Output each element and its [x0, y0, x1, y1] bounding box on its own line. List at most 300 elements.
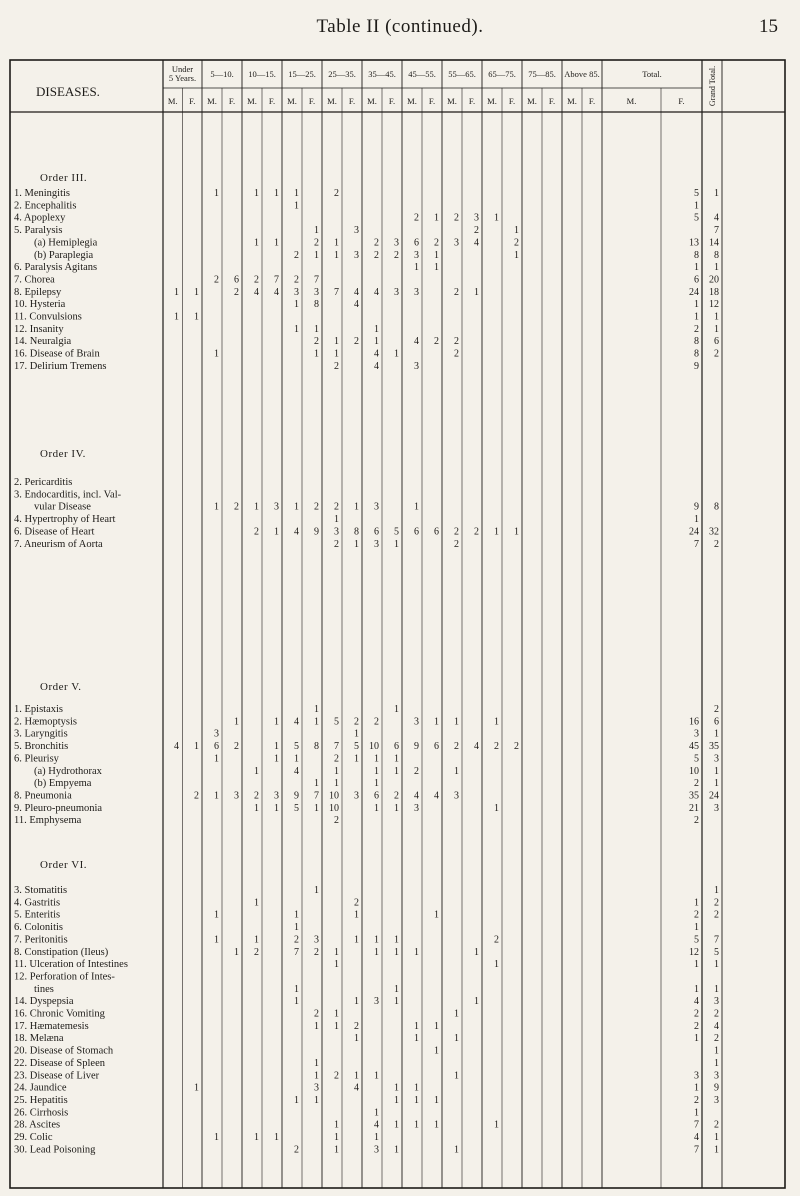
disease-label: 12. Insanity	[14, 323, 64, 335]
table-cell: 1	[694, 959, 699, 971]
table-cell: 1	[234, 716, 239, 728]
table-cell: 1	[394, 1094, 399, 1106]
table-cell: 1	[374, 1132, 379, 1143]
table-cell: 1	[694, 983, 699, 995]
table-cell: 5	[294, 741, 299, 753]
disease-label: 4. Apoplexy	[14, 212, 66, 224]
table-cell: 3	[394, 286, 399, 298]
age-group-label: Total.	[642, 69, 662, 79]
table-cell: 1	[294, 188, 299, 199]
table-cell: 2	[494, 741, 499, 753]
disease-label: 3. Laryngitis	[14, 728, 68, 740]
table-cell: 1	[254, 897, 259, 909]
table-cell: 6	[414, 526, 419, 538]
table-cell: 2	[314, 336, 319, 348]
table-cell: 2	[514, 741, 519, 753]
table-cell: 16	[689, 716, 699, 728]
table-cell: 1	[374, 323, 379, 335]
table-cell: 1	[314, 1094, 319, 1106]
table-cell: 1	[714, 1144, 719, 1156]
table-cell: 2	[694, 1094, 699, 1106]
table-cell: 2	[354, 897, 359, 909]
table-cell: 1	[694, 200, 699, 212]
table-cell: 3	[274, 501, 279, 513]
table-cell: 6	[374, 790, 379, 802]
table-cell: 5	[694, 188, 699, 199]
table-cell: 1	[714, 1057, 719, 1069]
sex-label-male: M.	[407, 96, 417, 106]
sex-label-female: F.	[468, 96, 476, 106]
disease-label: 7. Peritonitis	[14, 934, 68, 946]
table-cell: 2	[254, 526, 259, 538]
table-cell: 1	[294, 909, 299, 921]
table-cell: 1	[254, 934, 259, 946]
sex-label-male: M.	[247, 96, 257, 106]
table-cell: 1	[354, 1070, 359, 1082]
disease-label: (a) Hemiplegia	[34, 237, 98, 249]
table-cell: 1	[294, 922, 299, 934]
table-cell: 1	[714, 311, 719, 323]
table-cell: 1	[494, 526, 499, 538]
sex-label-male: M.	[567, 96, 577, 106]
table-cell: 2	[234, 741, 239, 753]
disease-label: 2. Encephalitis	[14, 200, 77, 212]
table-cell: 1	[434, 212, 439, 224]
table-cell: 4	[354, 299, 359, 311]
sex-label-male: M.	[287, 96, 297, 106]
table-cell: 10	[689, 765, 699, 777]
table-cell: 1	[214, 348, 219, 360]
table-cell: 3	[354, 249, 359, 261]
table-cell: 1	[394, 802, 399, 814]
table-cell: 1	[514, 249, 519, 261]
table-cell: 8	[714, 249, 719, 261]
table-cell: 2	[714, 897, 719, 909]
table-cell: 3	[414, 716, 419, 728]
table-cell: 1	[454, 765, 459, 777]
sex-label-male: M.	[327, 96, 337, 106]
table-cell: 1	[314, 323, 319, 335]
table-cell: 1	[414, 946, 419, 958]
table-cell: 2	[514, 237, 519, 249]
table-cell: 2	[294, 1144, 299, 1156]
sex-label-male: M.	[447, 96, 457, 106]
disease-label: vular Disease	[34, 501, 91, 513]
sex-label-male: M.	[207, 96, 217, 106]
table-cell: 5	[694, 753, 699, 765]
age-group-label: 75—85.	[528, 69, 556, 79]
sex-label-female: F.	[348, 96, 356, 106]
table-cell: 2	[334, 753, 339, 765]
disease-label: 7. Aneurism of Aorta	[14, 538, 103, 550]
table-cell: 1	[434, 1045, 439, 1057]
table-cell: 2	[714, 909, 719, 921]
table-cell: 1	[334, 348, 339, 360]
table-cell: 1	[274, 1132, 279, 1143]
table-cell: 1	[494, 212, 499, 224]
table-cell: 2	[374, 237, 379, 249]
table-cell: 1	[334, 336, 339, 348]
table-cell: 2	[454, 526, 459, 538]
table-cell: 4	[354, 1082, 359, 1094]
table-cell: 4	[474, 741, 479, 753]
table-cell: 1	[694, 1082, 699, 1094]
table-cell: 1	[334, 946, 339, 958]
disease-label: 26. Cirrhosis	[14, 1107, 69, 1119]
table-cell: 3	[314, 934, 319, 946]
table-cell: 1	[354, 909, 359, 921]
table-cell: 2	[414, 212, 419, 224]
table-cell: 4	[274, 286, 279, 298]
disease-label: 1. Meningitis	[14, 188, 71, 199]
table-cell: 4	[694, 996, 699, 1008]
table-cell: 2	[714, 1119, 719, 1131]
table-cell: 1	[434, 716, 439, 728]
table-cell: 3	[294, 286, 299, 298]
sex-label-male: M.	[487, 96, 497, 106]
disease-label: 12. Perforation of Intes-	[14, 971, 115, 983]
table-cell: 7	[694, 1119, 699, 1131]
diseases-heading: DISEASES.	[36, 84, 100, 99]
table-cell: 5	[714, 946, 719, 958]
table-cell: 1	[354, 1033, 359, 1045]
table-cell: 1	[394, 1082, 399, 1094]
table-cell: 7	[314, 790, 319, 802]
table-cell: 1	[354, 728, 359, 740]
table-cell: 2	[694, 1008, 699, 1020]
disease-label: 6. Colonitis	[14, 922, 64, 934]
table-cell: 2	[474, 526, 479, 538]
table-cell: 4	[374, 286, 379, 298]
disease-label: 10. Hysteria	[14, 299, 66, 311]
table-cell: 1	[214, 790, 219, 802]
table-cell: 1	[354, 501, 359, 513]
table-cell: 1	[714, 188, 719, 199]
table-cell: 8	[694, 249, 699, 261]
sex-label-male: M.	[367, 96, 377, 106]
table-cell: 3	[214, 728, 219, 740]
table-cell: 4	[294, 716, 299, 728]
table-cell: 2	[334, 360, 339, 372]
table-cell: 1	[314, 249, 319, 261]
table-cell: 1	[374, 753, 379, 765]
table-cell: 3	[714, 1070, 719, 1082]
table-cell: 8	[694, 348, 699, 360]
table-cell: 1	[394, 946, 399, 958]
table-cell: 1	[254, 501, 259, 513]
table-cell: 2	[494, 934, 499, 946]
disease-label: 2. Pericarditis	[14, 477, 73, 488]
disease-label: 28. Ascites	[14, 1119, 61, 1131]
table-frame	[10, 60, 785, 1188]
table-cell: 1	[194, 286, 199, 298]
table-cell: 2	[294, 934, 299, 946]
table-cell: 1	[374, 934, 379, 946]
table-cell: 1	[714, 728, 719, 740]
table-cell: 1	[354, 753, 359, 765]
table-cell: 6	[374, 526, 379, 538]
table-cell: 1	[314, 704, 319, 715]
table-cell: 1	[334, 1119, 339, 1131]
table-cell: 1	[294, 299, 299, 311]
table-cell: 1	[394, 983, 399, 995]
table-cell: 3	[314, 286, 319, 298]
table-cell: 2	[454, 212, 459, 224]
disease-label: 25. Hepatitis	[14, 1094, 68, 1106]
table-cell: 2	[334, 501, 339, 513]
table-cell: 1	[374, 802, 379, 814]
table-cell: 2	[394, 249, 399, 261]
table-cell: 1	[394, 538, 399, 550]
disease-label: 11. Convulsions	[14, 311, 82, 323]
sex-label-female: F.	[308, 96, 316, 106]
table-cell: 1	[334, 249, 339, 261]
disease-label: 1. Epistaxis	[14, 704, 63, 715]
table-cell: 1	[314, 716, 319, 728]
table-cell: 1	[274, 526, 279, 538]
age-group-label: 45—55.	[408, 69, 436, 79]
table-cell: 4	[694, 1132, 699, 1143]
disease-label: 8. Constipation (Ileus)	[14, 946, 109, 958]
table-cell: 1	[274, 802, 279, 814]
age-group-label: 15—25.	[288, 69, 316, 79]
table-cell: 1	[394, 1144, 399, 1156]
table-cell: 5	[394, 526, 399, 538]
table-cell: 13	[689, 237, 699, 249]
table-cell: 1	[214, 188, 219, 199]
table-cell: 3	[334, 526, 339, 538]
table-cell: 1	[254, 188, 259, 199]
table-cell: 1	[274, 741, 279, 753]
table-cell: 2	[314, 946, 319, 958]
disease-label: 3. Stomatitis	[14, 885, 68, 896]
table-cell: 3	[694, 728, 699, 740]
disease-label: 5. Enteritis	[14, 909, 61, 921]
table-cell: 1	[454, 1144, 459, 1156]
table-cell: 1	[494, 959, 499, 971]
table-cell: 2	[354, 1020, 359, 1032]
table-cell: 1	[494, 716, 499, 728]
table-cell: 12	[689, 946, 699, 958]
disease-label: 16. Chronic Vomiting	[14, 1008, 105, 1020]
table-cell: 1	[334, 765, 339, 777]
table-cell: 2	[454, 741, 459, 753]
table-cell: 2	[474, 225, 479, 237]
sex-label-male: M.	[167, 96, 178, 106]
age-group-label: 5 Years.	[168, 73, 197, 83]
table-cell: 2	[434, 336, 439, 348]
age-group-label: Above 85.	[564, 69, 600, 79]
table-cell: 1	[334, 1020, 339, 1032]
age-group-label: 25—35.	[328, 69, 356, 79]
table-cell: 2	[414, 765, 419, 777]
table-cell: 9	[714, 1082, 719, 1094]
table-cell: 1	[714, 1045, 719, 1057]
table-cell: 7	[334, 286, 339, 298]
table-cell: 7	[334, 741, 339, 753]
table-cell: 2	[714, 538, 719, 550]
table-cell: 2	[714, 1033, 719, 1045]
table-cell: 1	[714, 778, 719, 790]
table-cell: 5	[334, 716, 339, 728]
disease-label: 20. Disease of Stomach	[14, 1045, 114, 1057]
table-cell: 4	[434, 790, 439, 802]
table-cell: 4	[254, 286, 259, 298]
disease-label: 17. Hæmatemesis	[14, 1020, 89, 1032]
table-cell: 1	[334, 514, 339, 526]
table-cell: 3	[354, 225, 359, 237]
table-cell: 6	[694, 274, 699, 286]
page-title: Table II (continued).	[316, 16, 484, 37]
table-cell: 4	[294, 526, 299, 538]
table-cell: 2	[234, 501, 239, 513]
table-cell: 3	[454, 237, 459, 249]
table-cell: 1	[434, 249, 439, 261]
table-cell: 35	[689, 790, 699, 802]
section-heading: Order VI.	[40, 859, 88, 871]
table-cell: 1	[334, 1144, 339, 1156]
age-group-label: Under	[171, 64, 194, 74]
table-cell: 1	[334, 1008, 339, 1020]
table-cell: 1	[374, 946, 379, 958]
table-cell: 3	[314, 1082, 319, 1094]
table-cell: 2	[334, 815, 339, 827]
table-cell: 2	[714, 1008, 719, 1020]
table-cell: 24	[709, 790, 719, 802]
table-cell: 1	[414, 1033, 419, 1045]
sex-label-female: F.	[228, 96, 236, 106]
table-cell: 1	[274, 753, 279, 765]
disease-label: tines	[34, 983, 54, 995]
table-cell: 4	[374, 1119, 379, 1131]
sex-label-female: F.	[588, 96, 596, 106]
table-cell: 3	[354, 790, 359, 802]
disease-label: 22. Disease of Spleen	[14, 1057, 105, 1069]
table-cell: 7	[694, 538, 699, 550]
table-cell: 2	[294, 274, 299, 286]
table-cell: 2	[254, 274, 259, 286]
table-cell: 1	[414, 1119, 419, 1131]
table-cell: 1	[314, 885, 319, 896]
table-cell: 1	[494, 1119, 499, 1131]
table-cell: 2	[694, 815, 699, 827]
table-cell: 4	[174, 741, 179, 753]
table-cell: 2	[314, 1008, 319, 1020]
table-cell: 18	[709, 286, 719, 298]
table-cell: 1	[294, 200, 299, 212]
disease-label: 11. Emphysema	[14, 815, 82, 827]
table-cell: 1	[274, 188, 279, 199]
sex-label-male: M.	[626, 96, 637, 106]
disease-label: 18. Melæna	[14, 1033, 64, 1045]
table-cell: 1	[314, 1020, 319, 1032]
table-cell: 3	[714, 753, 719, 765]
table-cell: 12	[709, 299, 719, 311]
table-cell: 10	[329, 790, 339, 802]
table-cell: 1	[694, 311, 699, 323]
table-cell: 6	[714, 716, 719, 728]
table-cell: 9	[314, 526, 319, 538]
table-cell: 9	[694, 501, 699, 513]
disease-label: 30. Lead Poisoning	[14, 1144, 96, 1156]
table-cell: 35	[709, 741, 719, 753]
table-cell: 4	[414, 790, 419, 802]
disease-label: 6. Disease of Heart	[14, 526, 95, 538]
table-cell: 2	[334, 188, 339, 199]
disease-label: (b) Empyema	[34, 778, 92, 790]
table-cell: 4	[374, 348, 379, 360]
table-cell: 3	[374, 501, 379, 513]
table-cell: 1	[334, 1132, 339, 1143]
table-cell: 2	[374, 716, 379, 728]
table-cell: 1	[694, 922, 699, 934]
age-group-label: 10—15.	[248, 69, 276, 79]
table-cell: 1	[194, 741, 199, 753]
table-cell: 6	[414, 237, 419, 249]
disease-label: 29. Colic	[14, 1132, 53, 1143]
table-cell: 1	[394, 934, 399, 946]
table-cell: 10	[369, 741, 379, 753]
table-cell: 1	[694, 299, 699, 311]
table-cell: 3	[274, 790, 279, 802]
table-cell: 4	[294, 765, 299, 777]
table-cell: 3	[414, 286, 419, 298]
table-cell: 1	[414, 501, 419, 513]
disease-label: 3. Endocarditis, incl. Val-	[14, 489, 122, 501]
table-cell: 1	[374, 336, 379, 348]
table-cell: 1	[214, 934, 219, 946]
table-cell: 1	[254, 765, 259, 777]
disease-label: 4. Gastritis	[14, 897, 61, 909]
table-cell: 1	[374, 765, 379, 777]
table-cell: 4	[714, 1020, 719, 1032]
table-cell: 8	[714, 501, 719, 513]
table-cell: 9	[694, 360, 699, 372]
table-cell: 2	[294, 249, 299, 261]
table-cell: 1	[714, 262, 719, 274]
table-cell: 2	[454, 336, 459, 348]
table-cell: 1	[514, 526, 519, 538]
table-cell: 3	[694, 1070, 699, 1082]
table-cell: 1	[314, 778, 319, 790]
table-cell: 3	[414, 360, 419, 372]
table-cell: 7	[714, 225, 719, 237]
sex-label-male: M.	[527, 96, 537, 106]
table-cell: 7	[694, 1144, 699, 1156]
table-cell: 2	[694, 1020, 699, 1032]
disease-label: 8. Pneumonia	[14, 790, 72, 802]
table-cell: 1	[454, 716, 459, 728]
table-cell: 2	[194, 790, 199, 802]
sex-label-female: F.	[428, 96, 436, 106]
table-cell: 1	[354, 934, 359, 946]
table-cell: 8	[314, 741, 319, 753]
table-cell: 1	[254, 237, 259, 249]
table-cell: 1	[414, 1020, 419, 1032]
table-cell: 1	[214, 753, 219, 765]
table-cell: 1	[314, 225, 319, 237]
sex-label-female: F.	[678, 96, 685, 106]
table-cell: 4	[374, 360, 379, 372]
table-cell: 6	[434, 741, 439, 753]
table-cell: 1	[374, 1070, 379, 1082]
table-cell: 2	[374, 249, 379, 261]
disease-label: 2. Hæmoptysis	[14, 716, 78, 728]
table-cell: 3	[714, 1094, 719, 1106]
table-cell: 2	[714, 704, 719, 715]
table-cell: 24	[689, 286, 699, 298]
table-cell: 1	[294, 753, 299, 765]
